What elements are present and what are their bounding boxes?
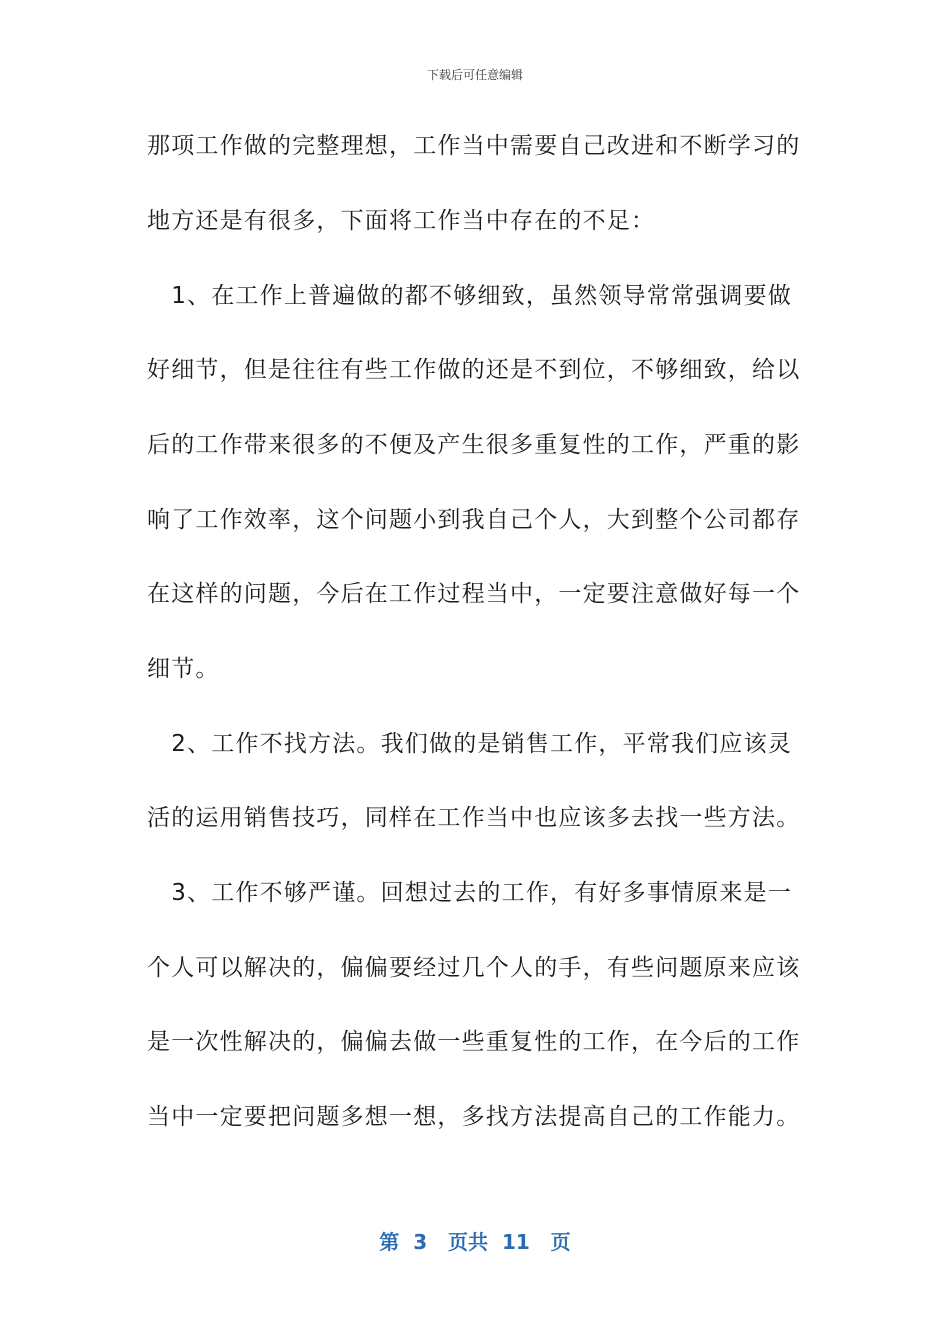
text-line: 是一次性解决的，偏偏去做一些重复性的工作，在今后的工作 — [147, 1029, 801, 1055]
text-line: 个人可以解决的，偏偏要经过几个人的手，有些问题原来应该 — [147, 955, 801, 981]
text-line: 当中一定要把问题多想一想，多找方法提高自己的工作能力。 — [147, 1104, 801, 1130]
text-line: 后的工作带来很多的不便及产生很多重复性的工作，严重的影 — [147, 432, 801, 458]
page-number-footer: 第 3 页共 11 页 — [379, 1230, 571, 1254]
text-line: 活的运用销售技巧，同样在工作当中也应该多去找一些方法。 — [147, 805, 801, 831]
header-note: 下载后可任意编辑 — [426, 68, 523, 82]
text-line: 细节。 — [147, 656, 220, 682]
text-line: 响了工作效率，这个问题小到我自己个人，大到整个公司都存 — [147, 507, 801, 533]
text-line: 好细节，但是往往有些工作做的还是不到位，不够细致，给以 — [147, 357, 801, 383]
text-line: 在这样的问题，今后在工作过程当中，一定要注意做好每一个 — [147, 581, 801, 607]
text-line: 那项工作做的完整理想，工作当中需要自己改进和不断学习的 — [147, 133, 801, 159]
text-line: 2、工作不找方法。我们做的是销售工作，平常我们应该灵 — [147, 731, 793, 757]
text-line: 地方还是有很多，下面将工作当中存在的不足： — [147, 208, 656, 234]
text-line: 3、工作不够严谨。回想过去的工作，有好多事情原来是一 — [147, 880, 793, 906]
text-line: 1、在工作上普遍做的都不够细致，虽然领导常常强调要做 — [147, 283, 793, 309]
